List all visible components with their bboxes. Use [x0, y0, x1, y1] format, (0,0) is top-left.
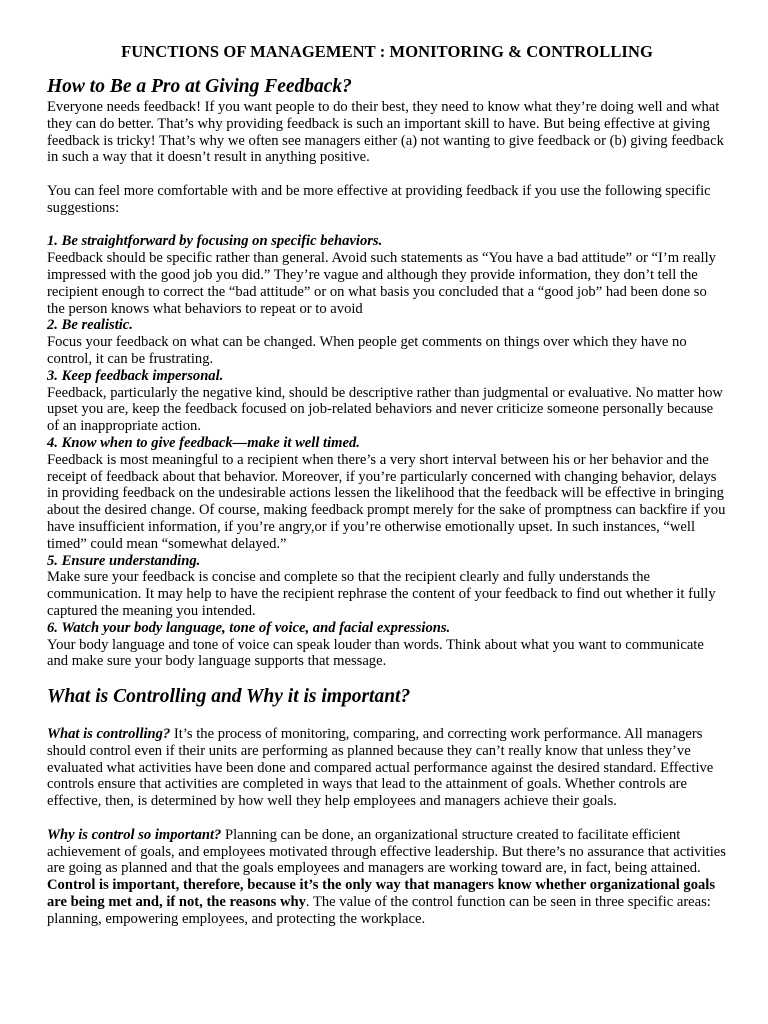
- feedback-tips-list: [47, 233, 727, 670]
- spacer: [47, 810, 727, 827]
- feedback-heading: How to Be a Pro at Giving Feedback?: [47, 76, 352, 97]
- tip-title: 6. Watch your body language, tone of voice, and facial expressions.: [47, 619, 451, 636]
- tip-body: Focus your feedback on what can be changed. When people get comments on things over which they have no control, it can be frustrating.: [47, 334, 687, 367]
- why-control-text: Planning can be done, an organizational structure created to facilitate efficient achievement of goals, and employees motivated through effective leadership. But there’s no assurance that activities are going as planned and that the goals employees and managers are working toward are, in fact, being attained.: [47, 826, 726, 877]
- why-control-tail: . The value of the control function can be seen in three specific areas: planning, empowering employees, and protecting the workplace.: [47, 894, 711, 927]
- tip-body: Make sure your feedback is concise and complete so that the recipient clearly and fully understands the communication. It may help to have the recipient rephrase the content of your feedback to find out whether it fully captured the meaning you intended.: [47, 569, 716, 619]
- why-control-bold-statement: Control is important, therefore, because it’s the only way that managers know whether organizational goals are being met and, if not, the reasons why: [47, 877, 716, 911]
- tip-title: 1. Be straightforward by focusing on specific behaviors.: [47, 233, 383, 250]
- what-is-controlling-paragraph: [47, 726, 727, 810]
- feedback-intro: Everyone needs feedback! If you want people to do their best, they need to know what they’re doing well and what they can do better. That’s why providing feedback is such an important skill to have. But being effective at giving feedback is tricky! That’s why we often see managers either (a) not wanting to give feedback or (b) giving feedback in such a way that it doesn’t result in anything positive.: [47, 99, 724, 166]
- tip-title: 4. Know when to give feedback—make it well timed.: [47, 434, 360, 451]
- tip-title: 2. Be realistic.: [47, 317, 133, 334]
- tip-body: Your body language and tone of voice can speak louder than words. Think about what you want to communicate and make sure your body language supports that message.: [47, 636, 704, 670]
- feedback-tip: [47, 553, 727, 620]
- tip-body: Feedback should be specific rather than general. Avoid such statements as “You have a bad attitude” or “I’m really impressed with the good job you did.” They’re vague and although they provide information, they don’t tell the recipient enough to correct the “bad attitude” or on what basis you concluded that a “good job” had been done so the person knows what behaviors to repeat or to avoid: [47, 250, 716, 317]
- document-title: FUNCTIONS OF MANAGEMENT : MONITORING & CONTROLLING: [121, 42, 653, 61]
- why-control-label: Why is control so important?: [47, 826, 222, 843]
- controlling-heading: What is Controlling and Why it is important?: [47, 686, 411, 708]
- feedback-tip: [47, 233, 727, 317]
- tip-body: Feedback, particularly the negative kind, should be descriptive rather than judgmental or evaluative. No matter how upset you are, keep the feedback focused on job-related behaviors and never criticize someone personally because of an inappropriate action.: [47, 384, 723, 435]
- spacer: [47, 217, 727, 234]
- spacer: [47, 166, 727, 183]
- tip-title: 5. Ensure understanding.: [47, 552, 201, 569]
- feedback-tip: [47, 317, 727, 367]
- feedback-tip: [47, 435, 727, 553]
- feedback-tip: [47, 620, 727, 670]
- why-control-paragraph: [47, 827, 727, 928]
- tip-body: Feedback is most meaningful to a recipient when there’s a very short interval between his or her behavior and the receipt of feedback about that behavior. Moreover, if you’re particularly concerned with changing behavior, delays in providing feedback on the undesirable actions lessen the likelihood that the feedback will be effective in bringing about the desired change. Of course, making feedback prompt merely for the sake of promptness can backfire if you have insufficient information, if you’re angry,or if you’re otherwise emotionally upset. In such instances, “well timed” could mean “somewhat delayed.”: [47, 451, 726, 552]
- what-is-controlling-text: It’s the process of monitoring, comparing, and correcting work performance. All managers should control even if their units are performing as planned because they can’t really know that unless they’ve evaluated what activities have been done and compared actual performance against the desired standard. Effective controls ensure that activities are completed in ways that lead to the attainment of goals. Whether controls are effective, then, is determined by how well they help employees and managers achieve their goals.: [47, 726, 714, 810]
- what-is-controlling-label: What is controlling?: [47, 726, 171, 743]
- feedback-lead: You can feel more comfortable with and be more effective at providing feedback if you use the following specific suggestions:: [47, 182, 711, 216]
- document-page: [47, 42, 727, 928]
- tip-title: 3. Keep feedback impersonal.: [47, 367, 224, 384]
- feedback-tip: [47, 368, 727, 435]
